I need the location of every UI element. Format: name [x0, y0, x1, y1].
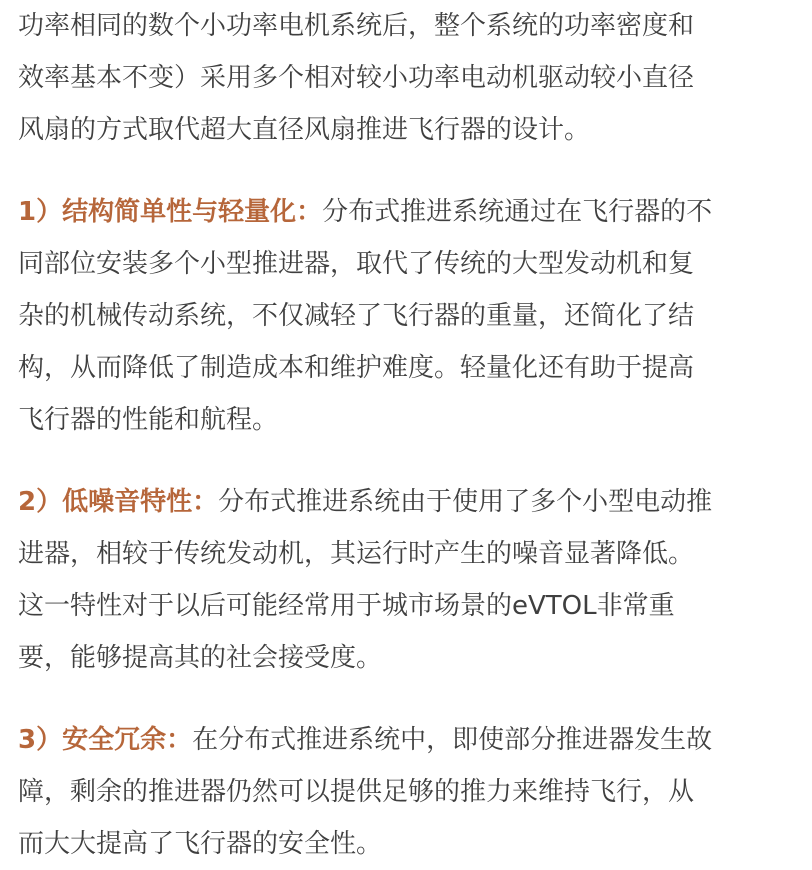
section-line: 这一特性对于以后可能经常用于城市场景的eVTOL非常重: [18, 591, 675, 621]
section-line: 要，能够提高其的社会接受度。: [18, 643, 383, 673]
paragraph-gap: [18, 446, 794, 476]
section-heading: 3）安全冗余：: [18, 725, 193, 755]
section-line: [18, 476, 794, 528]
section-line: [18, 714, 794, 766]
paragraph-gap: [18, 156, 794, 186]
section-text: 分布式推进系统由于使用了多个小型电动推: [218, 487, 713, 517]
section-line: 障，剩余的推进器仍然可以提供足够的推力来维持飞行，从: [18, 777, 695, 807]
section-low-noise: [18, 476, 794, 684]
paragraph-gap: [18, 684, 794, 714]
intro-line: 风扇的方式取代超大直径风扇推进飞行器的设计。: [18, 115, 591, 145]
section-structure-lightweight: [18, 186, 794, 446]
section-line: 杂的机械传动系统，不仅减轻了飞行器的重量，还简化了结: [18, 301, 695, 331]
section-safety-redundancy: [18, 714, 794, 870]
section-line: 同部位安装多个小型推进器，取代了传统的大型发动机和复: [18, 249, 695, 279]
section-text: 分布式推进系统通过在飞行器的不: [322, 197, 713, 227]
section-heading: 1）结构简单性与轻量化：: [18, 197, 323, 227]
section-text: 在分布式推进系统中，即使部分推进器发生故: [192, 725, 713, 755]
section-line: 进器，相较于传统发动机，其运行时产生的噪音显著降低。: [18, 539, 695, 569]
intro-paragraph: [18, 0, 794, 156]
intro-line: 功率相同的数个小功率电机系统后，整个系统的功率密度和: [18, 11, 695, 41]
section-line: 构，从而降低了制造成本和维护难度。轻量化还有助于提高: [18, 353, 695, 383]
section-line: 飞行器的性能和航程。: [18, 405, 279, 435]
intro-line: 效率基本不变）采用多个相对较小功率电动机驱动较小直径: [18, 63, 695, 93]
section-line: [18, 186, 794, 238]
section-heading: 2）低噪音特性：: [18, 487, 219, 517]
section-line: 而大大提高了飞行器的安全性。: [18, 829, 383, 859]
